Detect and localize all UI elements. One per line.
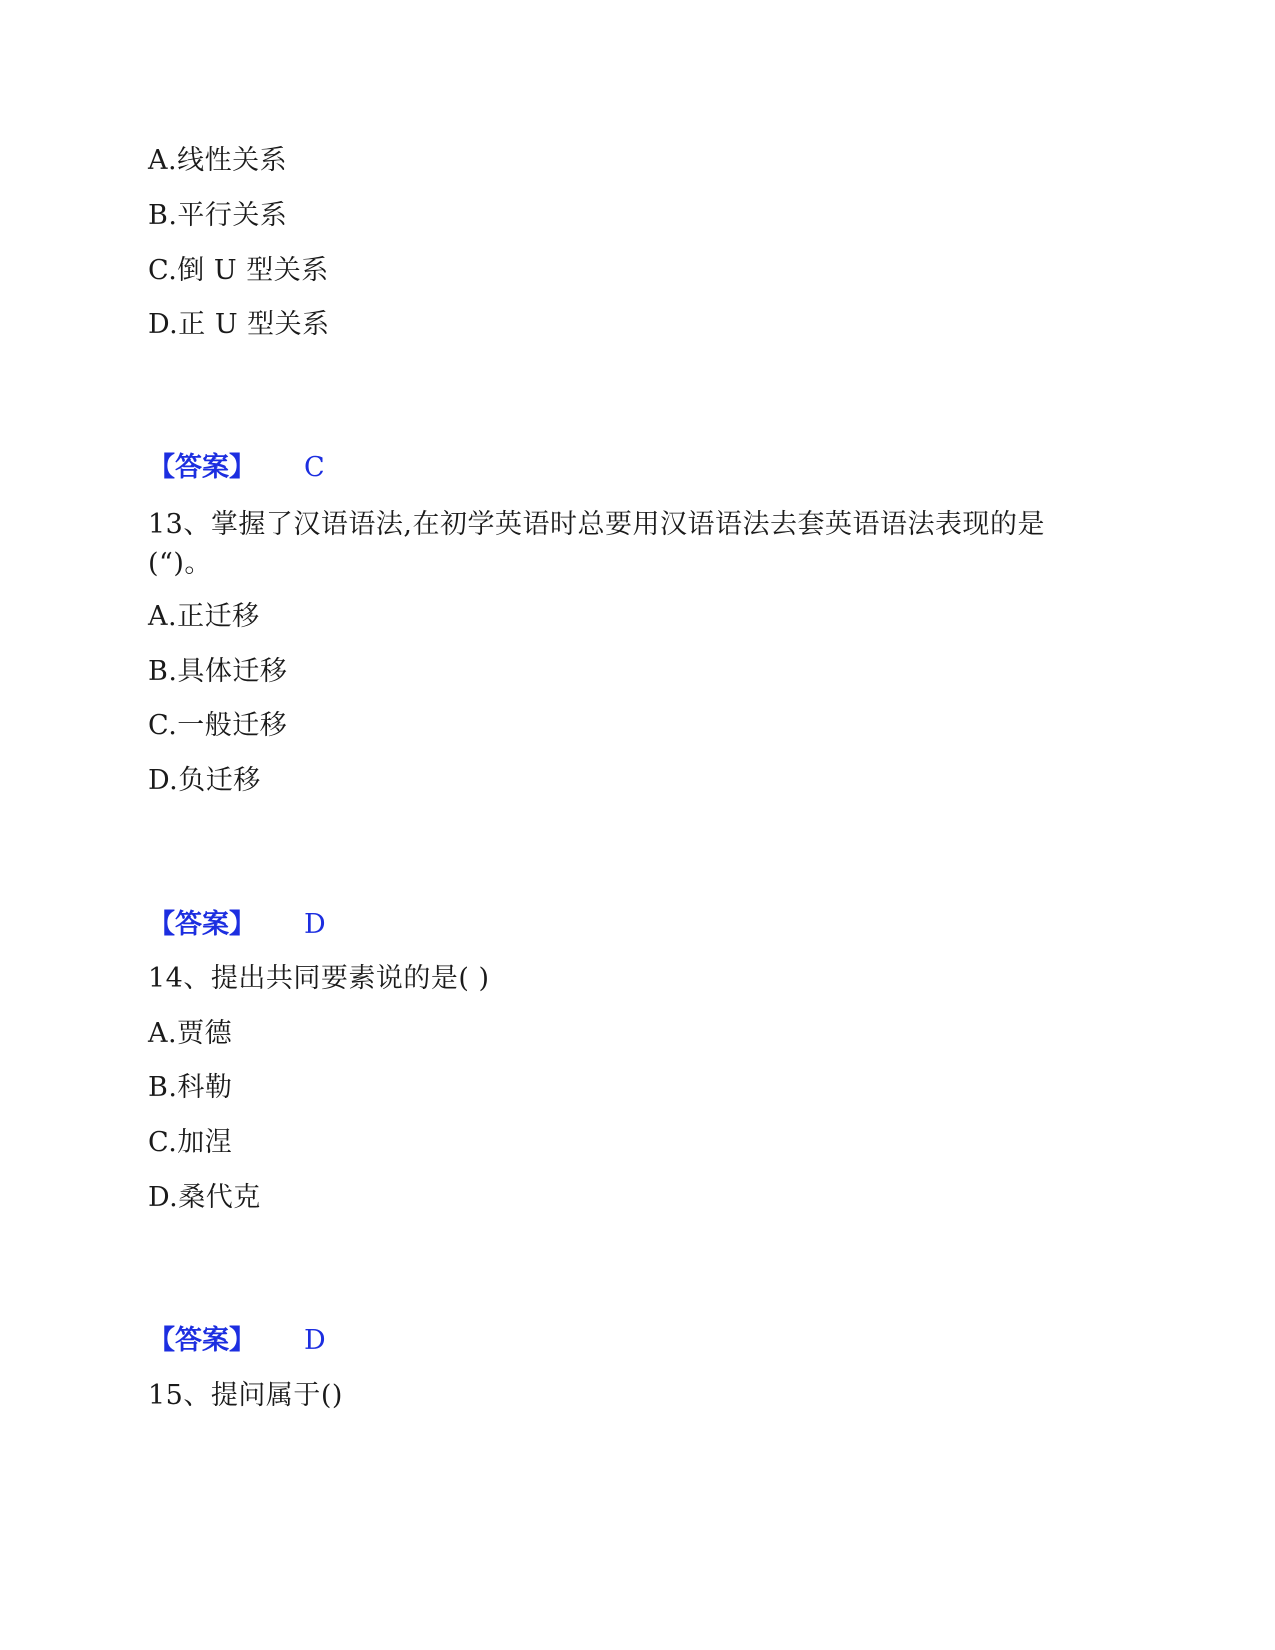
q13-option-d: D.负迁移 <box>148 765 261 796</box>
q13-option-c: C.一般迁移 <box>148 710 288 741</box>
q13-stem-line2: (“)。 <box>148 548 212 579</box>
q13-option-a: A.正迁移 <box>148 601 260 632</box>
answer-label: 【答案】 <box>148 1325 256 1356</box>
q12-option-c: C.倒 U 型关系 <box>148 255 329 286</box>
q12-answer <box>148 451 325 485</box>
q13-answer <box>148 908 326 942</box>
q13-option-b: B.具体迁移 <box>148 656 288 687</box>
q14-option-b: B.科勒 <box>148 1072 233 1103</box>
answer-value: D <box>304 909 326 940</box>
answer-value: C <box>304 452 325 483</box>
q14-option-d: D.桑代克 <box>148 1182 261 1213</box>
q14-option-c: C.加涅 <box>148 1127 233 1158</box>
q15-stem: 15、提问属于() <box>148 1380 343 1411</box>
answer-label: 【答案】 <box>148 452 256 483</box>
q14-option-a: A.贾德 <box>148 1018 233 1049</box>
q13-stem-line1: 13、掌握了汉语语法,在初学英语时总要用汉语语法去套英语语法表现的是 <box>148 509 1045 540</box>
q12-option-d: D.正 U 型关系 <box>148 309 330 340</box>
q12-option-a: A.线性关系 <box>148 145 288 176</box>
q12-option-b: B.平行关系 <box>148 200 288 231</box>
q14-stem: 14、提出共同要素说的是( ) <box>148 963 490 994</box>
q14-answer <box>148 1324 326 1358</box>
answer-label: 【答案】 <box>148 909 256 940</box>
answer-value: D <box>304 1325 326 1356</box>
